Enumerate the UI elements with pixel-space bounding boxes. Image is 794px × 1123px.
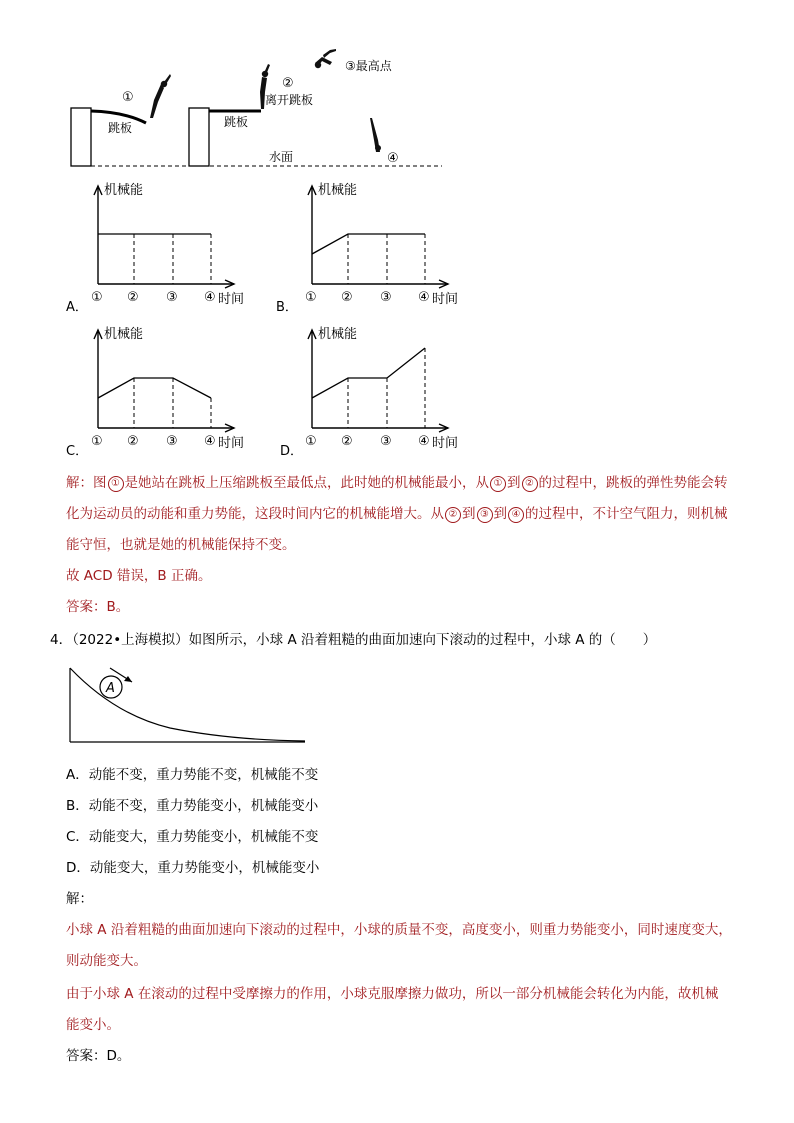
y-axis-label: 机械能 <box>318 183 358 198</box>
x-tick-label-2: ② <box>127 290 139 305</box>
energy-graph-b <box>296 178 466 308</box>
option-b-label: B． <box>276 300 298 315</box>
option-c-label: C． <box>66 444 89 459</box>
x-tick-label-4: ④ <box>418 290 430 305</box>
q4-solution-head: 解： <box>66 891 93 907</box>
x-axis-label: 时间 <box>218 292 245 307</box>
x-tick-label-4: ④ <box>418 434 430 449</box>
q4-solution-line-1: 小球 A 沿着粗糙的曲面加速向下滚动的过程中，小球的质量不变，高度变小，则重力势能变小，同时速度变大， <box>66 922 732 938</box>
x-tick-label-2: ② <box>341 290 353 305</box>
scene-board-left-label: 跳板 <box>108 121 133 135</box>
q4-option-a[interactable]: A．动能不变，重力势能不变，机械能不变 <box>66 767 319 783</box>
energy-series-line <box>312 234 425 254</box>
q4-solution-line-4: 能变小。 <box>66 1017 120 1033</box>
x-tick-label-4: ④ <box>204 290 216 305</box>
q4-slope-diagram <box>60 660 320 750</box>
scene-pos4-label: ④ <box>387 151 399 166</box>
q4-answer: 答案：D。 <box>66 1048 131 1064</box>
x-tick-label-4: ④ <box>204 434 216 449</box>
x-tick-label-3: ③ <box>166 290 178 305</box>
diver-figure-4 <box>370 118 381 152</box>
q4-option-b[interactable]: B．动能不变，重力势能变小，机械能变小 <box>66 798 319 814</box>
scene-leave-board-label: 离开跳板 <box>265 93 314 107</box>
q3-solution-line-2: 化为运动员的动能和重力势能，这段时间内它的机械能增大。从 ② 到 ③ 到 ④ 的过程中，不计空气阻力，则机械 <box>66 506 728 522</box>
q3-answer: 答案：B。 <box>66 599 130 615</box>
q4-option-c[interactable]: C．动能变大，重力势能变小，机械能不变 <box>66 829 319 845</box>
scene-pos3-label: ③最高点 <box>345 59 392 73</box>
scene-board-right-label: 跳板 <box>224 115 249 129</box>
diving-scene-diagram <box>60 40 460 175</box>
x-tick-label-1: ① <box>305 434 317 449</box>
option-d-label: D． <box>280 444 304 459</box>
q3-solution-line-1: 解：图 ① 是她站在跳板上压缩跳板至最低点，此时她的机械能最小，从 ① 到 ② 的过程中，跳板的弹性势能会转 <box>66 475 728 491</box>
ball-a-label: A <box>106 681 115 696</box>
option-a-label: A． <box>66 300 88 315</box>
scene-pos2-label: ② <box>282 76 294 91</box>
x-axis-label: 时间 <box>432 292 459 307</box>
energy-graph-a <box>82 178 252 308</box>
motion-arrow-head <box>124 676 132 682</box>
y-axis-label: 机械能 <box>318 327 358 342</box>
q4-solution-line-3: 由于小球 A 在滚动的过程中受摩擦力的作用，小球克服摩擦力做功，所以一部分机械能会转化为内能，故机械 <box>66 986 719 1002</box>
energy-graph-c <box>82 322 252 452</box>
x-tick-label-1: ① <box>91 434 103 449</box>
y-axis-label: 机械能 <box>104 327 144 342</box>
x-axis-label: 时间 <box>432 436 459 451</box>
y-axis-label: 机械能 <box>104 183 144 198</box>
x-tick-label-3: ③ <box>166 434 178 449</box>
diver-figure-3 <box>315 49 336 68</box>
q4-stem: 4．（2022•上海模拟）如图所示，小球 A 沿着粗糙的曲面加速向下滚动的过程中，小球 A 的（ ） <box>50 632 657 648</box>
x-tick-label-2: ② <box>341 434 353 449</box>
x-axis-label: 时间 <box>218 436 245 451</box>
x-tick-label-3: ③ <box>380 434 392 449</box>
energy-series-line <box>98 378 211 398</box>
q4-solution-line-2: 则动能变大。 <box>66 953 147 969</box>
q4-option-d[interactable]: D．动能变大，重力势能变小，机械能变小 <box>66 860 320 876</box>
diver-figure-1 <box>150 74 171 118</box>
scene-water-label: 水面 <box>269 150 294 164</box>
energy-graph-d <box>296 322 466 452</box>
x-tick-label-1: ① <box>305 290 317 305</box>
q3-solution-line-4: 故 ACD 错误，B 正确。 <box>66 568 212 584</box>
left-platform <box>71 108 91 166</box>
right-platform <box>189 108 209 166</box>
x-tick-label-2: ② <box>127 434 139 449</box>
x-tick-label-3: ③ <box>380 290 392 305</box>
q3-solution-line-3: 能守恒，也就是她的机械能保持不变。 <box>66 537 296 553</box>
x-tick-label-1: ① <box>91 290 103 305</box>
energy-series-line <box>312 348 425 398</box>
scene-pos1-label: ① <box>122 90 134 105</box>
